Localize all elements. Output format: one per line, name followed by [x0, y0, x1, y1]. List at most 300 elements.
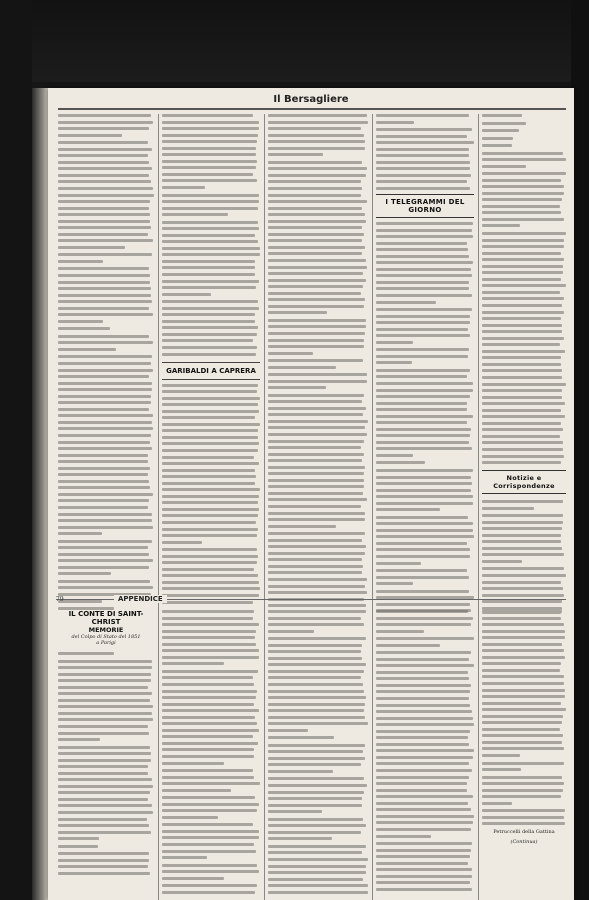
- text-line: [268, 140, 365, 143]
- text-line: [376, 888, 472, 891]
- text-line: [482, 623, 564, 626]
- text-line: [268, 407, 366, 410]
- text-line: [162, 495, 259, 498]
- text-line: [268, 709, 364, 712]
- text-line: [376, 821, 473, 824]
- text-line: [58, 161, 149, 164]
- text-line: [58, 408, 149, 411]
- text-line: [268, 837, 332, 840]
- text-line: [162, 843, 254, 846]
- text-line: [58, 141, 148, 144]
- text-line: [58, 540, 152, 543]
- text-line: [58, 362, 151, 365]
- feuilleton-column-2: [162, 610, 260, 900]
- column-1: [58, 114, 154, 614]
- text-line: [162, 234, 255, 237]
- text-line: [58, 486, 150, 489]
- text-line: [58, 341, 153, 344]
- text-line: [376, 128, 472, 131]
- text-line: [482, 762, 564, 765]
- text-line: [482, 656, 565, 659]
- text-line: [376, 690, 470, 693]
- text-line: [268, 114, 367, 117]
- author-signature: Petruccelli della Gattina: [493, 829, 555, 836]
- column-divider: [372, 114, 373, 614]
- text-line: [482, 158, 566, 161]
- text-line: [162, 333, 257, 336]
- text-line: [162, 514, 258, 517]
- text-line: [376, 242, 467, 245]
- feuilleton-subtitle-2: del Colpo di Stato del 1851: [71, 634, 141, 640]
- text-line: [162, 410, 259, 413]
- text-line: [482, 383, 566, 386]
- text-line: [482, 689, 565, 692]
- text-line: [58, 499, 149, 502]
- text-line: [58, 725, 148, 728]
- text-line: [482, 350, 565, 353]
- text-line: [58, 831, 151, 834]
- text-line: [162, 114, 253, 117]
- text-line: [376, 710, 472, 713]
- text-line: [482, 721, 562, 724]
- text-line: [162, 326, 258, 329]
- text-line: [268, 683, 363, 686]
- text-line: [58, 375, 149, 378]
- text-line: [58, 712, 152, 715]
- text-line: [268, 884, 368, 887]
- text-line: [376, 610, 468, 613]
- text-line: [376, 717, 473, 720]
- text-line: [268, 352, 313, 355]
- text-line: [376, 154, 469, 157]
- text-line: [58, 738, 100, 741]
- text-line: [58, 174, 149, 177]
- text-line: [58, 652, 114, 655]
- text-line: [58, 824, 149, 827]
- text-line: [58, 798, 148, 801]
- text-line: [482, 198, 562, 201]
- column-divider: [372, 610, 373, 900]
- text-line: [58, 765, 148, 768]
- text-line: [162, 636, 255, 639]
- text-line: [58, 287, 151, 290]
- text-line: [482, 304, 562, 307]
- text-line: [376, 461, 425, 464]
- text-line: [376, 369, 470, 372]
- text-line: [268, 332, 365, 335]
- text-line: [482, 789, 563, 792]
- text-line: [268, 134, 364, 137]
- text-line: [376, 281, 469, 284]
- text-line: [162, 286, 256, 289]
- text-line: [268, 676, 361, 679]
- text-line: [162, 623, 259, 626]
- text-line: [482, 114, 522, 117]
- text-line: [376, 516, 468, 519]
- text-line: [268, 744, 365, 747]
- text-line: [162, 830, 259, 833]
- text-line: [162, 293, 211, 296]
- text-line: [376, 261, 473, 264]
- text-line: [268, 630, 314, 633]
- text-line: [58, 401, 151, 404]
- text-line: [268, 127, 361, 130]
- text-line: [58, 226, 151, 229]
- text-line: [162, 508, 259, 511]
- text-line: [268, 824, 366, 827]
- text-line: [58, 791, 150, 794]
- text-line: [58, 267, 149, 270]
- text-line: [268, 637, 366, 640]
- text-line: [162, 403, 258, 406]
- text-line: [268, 690, 364, 693]
- text-line: [482, 317, 561, 320]
- text-line: [482, 695, 565, 698]
- text-line: [376, 789, 467, 792]
- text-line: [268, 518, 365, 521]
- text-line: [268, 757, 365, 760]
- text-line: [162, 568, 254, 571]
- text-line: [268, 366, 336, 369]
- text-line: [162, 816, 218, 819]
- text-line: [376, 341, 413, 344]
- text-line: [162, 429, 258, 432]
- text-line: [376, 315, 470, 318]
- text-line: [162, 260, 255, 263]
- text-line: [482, 224, 520, 227]
- text-line: [268, 298, 365, 301]
- text-line: [268, 319, 366, 322]
- continua-note: (Continua): [510, 839, 538, 846]
- text-line: [376, 644, 440, 647]
- text-line: [268, 831, 361, 834]
- text-line: [482, 822, 565, 825]
- text-line: [58, 572, 111, 575]
- text-line: [58, 134, 122, 137]
- text-line: [162, 870, 259, 873]
- text-line: [482, 802, 512, 805]
- text-line: [482, 396, 562, 399]
- text-line: [376, 508, 440, 511]
- text-line: [268, 545, 366, 548]
- text-line: [268, 670, 364, 673]
- text-line: [268, 453, 364, 456]
- text-line: [268, 161, 362, 164]
- text-line: [376, 167, 470, 170]
- text-line: [482, 337, 564, 340]
- text-line: [162, 742, 258, 745]
- newspaper-title: Il Bersagliere: [273, 94, 349, 105]
- text-line: [268, 791, 364, 794]
- scan-background-left: [0, 0, 32, 900]
- text-line: [268, 558, 362, 561]
- text-line: [162, 456, 254, 459]
- text-line: [58, 804, 152, 807]
- text-line: [162, 266, 255, 269]
- text-line: [162, 762, 224, 765]
- text-line: [376, 828, 471, 831]
- text-line: [58, 473, 148, 476]
- text-line: [268, 479, 364, 482]
- text-line: [268, 565, 363, 568]
- text-line: [268, 763, 361, 766]
- text-line: [482, 422, 561, 425]
- text-line: [58, 233, 148, 236]
- text-line: [376, 776, 469, 779]
- text-line: [376, 502, 473, 505]
- text-line: [268, 121, 368, 124]
- text-line: [482, 649, 564, 652]
- text-line: [162, 891, 255, 894]
- text-line: [268, 194, 361, 197]
- text-line: [482, 415, 565, 418]
- text-line: [482, 662, 561, 665]
- text-line: [482, 521, 563, 524]
- text-line: [268, 657, 362, 660]
- text-line: [482, 239, 564, 242]
- text-line: [376, 569, 467, 572]
- text-line: [162, 253, 260, 256]
- text-line: [162, 213, 228, 216]
- text-line: [58, 859, 149, 862]
- text-line: [162, 662, 224, 665]
- text-line: [482, 152, 563, 155]
- text-line: [162, 121, 259, 124]
- text-line: [268, 865, 366, 868]
- text-line: [58, 759, 151, 762]
- text-line: [482, 252, 561, 255]
- text-line: [482, 192, 564, 195]
- text-line: [58, 207, 149, 210]
- text-line: [376, 548, 470, 551]
- text-line: [376, 542, 467, 545]
- text-line: [58, 586, 153, 589]
- text-line: [268, 325, 366, 328]
- text-line: [376, 268, 471, 271]
- column-5: [482, 114, 566, 614]
- text-line: [376, 623, 471, 626]
- text-line: [376, 454, 413, 457]
- text-line: [268, 777, 364, 780]
- text-line: [58, 274, 150, 277]
- text-line: [162, 200, 259, 203]
- text-line: [268, 386, 326, 389]
- text-line: [268, 259, 366, 262]
- text-line: [376, 476, 471, 479]
- text-line: [58, 480, 149, 483]
- text-line: [58, 460, 148, 463]
- text-line: [482, 500, 563, 503]
- text-line: [162, 179, 257, 182]
- text-line: [376, 382, 473, 385]
- text-line: [162, 227, 259, 230]
- text-line: [268, 426, 365, 429]
- text-line: [376, 651, 471, 654]
- text-line: [162, 877, 224, 880]
- text-line: [268, 610, 366, 613]
- feuilleton-heading: [58, 610, 154, 646]
- column-3: [268, 114, 368, 614]
- text-line: [268, 578, 367, 581]
- text-line: [162, 449, 258, 452]
- text-line: [162, 789, 231, 792]
- text-line: [482, 574, 566, 577]
- text-line: [58, 355, 152, 358]
- text-line: [162, 864, 257, 867]
- text-line: [482, 172, 566, 175]
- text-line: [268, 472, 364, 475]
- text-line: [162, 339, 253, 342]
- text-line: [268, 266, 367, 269]
- text-line: [376, 802, 468, 805]
- text-line: [58, 752, 151, 755]
- text-line: [376, 301, 436, 304]
- text-line: [376, 361, 412, 364]
- text-line: [162, 346, 257, 349]
- text-line: [482, 754, 520, 757]
- text-line: [268, 736, 334, 739]
- text-line: [58, 519, 152, 522]
- text-line: [482, 356, 561, 359]
- text-line: [376, 684, 471, 687]
- column-divider: [158, 610, 159, 900]
- text-line: [162, 313, 255, 316]
- feuilleton-column-3: [268, 610, 368, 900]
- text-line: [482, 258, 564, 261]
- text-line: [162, 488, 260, 491]
- column-4: [376, 114, 474, 614]
- text-line: [376, 421, 467, 424]
- text-line: [162, 703, 254, 706]
- text-line: [376, 402, 467, 405]
- text-line: [376, 235, 473, 238]
- text-line: [482, 389, 562, 392]
- text-line: [162, 416, 255, 419]
- text-line: [162, 809, 257, 812]
- text-line: [482, 245, 564, 248]
- text-line: [482, 343, 560, 346]
- text-line: [268, 532, 365, 535]
- text-line: [58, 187, 153, 190]
- text-line: [162, 670, 258, 673]
- text-line: [482, 179, 561, 182]
- text-line: [376, 274, 472, 277]
- text-line: [162, 436, 258, 439]
- text-line: [268, 552, 365, 555]
- text-line: [162, 656, 259, 659]
- text-line: [482, 205, 560, 208]
- text-line: [162, 280, 259, 283]
- text-line: [162, 683, 254, 686]
- text-line: [482, 402, 565, 405]
- text-line: [268, 539, 362, 542]
- text-line: [376, 795, 473, 798]
- garibaldi-heading: GARIBALDI A CAPRERA: [162, 362, 260, 380]
- text-line: [376, 287, 469, 290]
- text-line: [58, 335, 149, 338]
- text-line: [482, 144, 512, 147]
- text-line: [482, 278, 561, 281]
- text-line: [58, 546, 148, 549]
- text-line: [482, 534, 561, 537]
- text-line: [58, 818, 147, 821]
- text-line: [376, 630, 424, 633]
- text-line: [58, 294, 151, 297]
- text-line: [268, 571, 362, 574]
- text-line: [162, 166, 256, 169]
- text-line: [268, 207, 362, 210]
- text-line: [376, 756, 473, 759]
- text-line: [268, 617, 361, 620]
- text-line: [162, 528, 258, 531]
- text-line: [58, 454, 148, 457]
- text-line: [482, 232, 566, 235]
- text-line: [482, 363, 561, 366]
- text-line: [482, 129, 519, 132]
- text-line: [376, 522, 473, 525]
- text-line: [376, 489, 471, 492]
- text-line: [482, 567, 564, 570]
- feuilleton-title: IL CONTE DI SAINT-CHRIST: [68, 610, 144, 626]
- text-line: [268, 413, 363, 416]
- text-line: [58, 686, 148, 689]
- text-line: [376, 762, 469, 765]
- text-line: [482, 816, 564, 819]
- text-line: [376, 294, 472, 297]
- text-line: [376, 576, 469, 579]
- text-line: [58, 566, 149, 569]
- text-line: [376, 141, 474, 144]
- text-line: [268, 623, 364, 626]
- text-line: [268, 722, 368, 725]
- text-line: [58, 327, 110, 330]
- text-line: [482, 560, 522, 563]
- text-line: [376, 469, 473, 472]
- text-line: [268, 845, 366, 848]
- text-line: [376, 868, 472, 871]
- text-line: [58, 772, 148, 775]
- text-line: [162, 273, 255, 276]
- text-line: [162, 207, 258, 210]
- text-line: [268, 359, 363, 362]
- text-line: [376, 348, 469, 351]
- text-line: [482, 682, 564, 685]
- text-line: [482, 734, 563, 737]
- text-line: [58, 246, 125, 249]
- text-line: [162, 587, 260, 590]
- text-line: [268, 498, 367, 501]
- text-line: [58, 434, 151, 437]
- text-line: [482, 376, 562, 379]
- text-line: [268, 380, 367, 383]
- text-line: [58, 732, 149, 735]
- text-line: [58, 493, 153, 496]
- text-line: [482, 265, 563, 268]
- text-line: [268, 797, 362, 800]
- column-divider: [264, 610, 265, 900]
- text-line: [482, 455, 564, 458]
- text-line: [482, 165, 526, 168]
- text-line: [162, 856, 207, 859]
- text-line: [482, 507, 534, 510]
- text-line: [482, 284, 566, 287]
- text-line: [482, 122, 526, 125]
- column-divider: [264, 114, 265, 614]
- newspaper-page: [48, 88, 574, 900]
- text-line: [482, 809, 565, 812]
- text-line: [376, 835, 431, 838]
- text-line: [482, 795, 561, 798]
